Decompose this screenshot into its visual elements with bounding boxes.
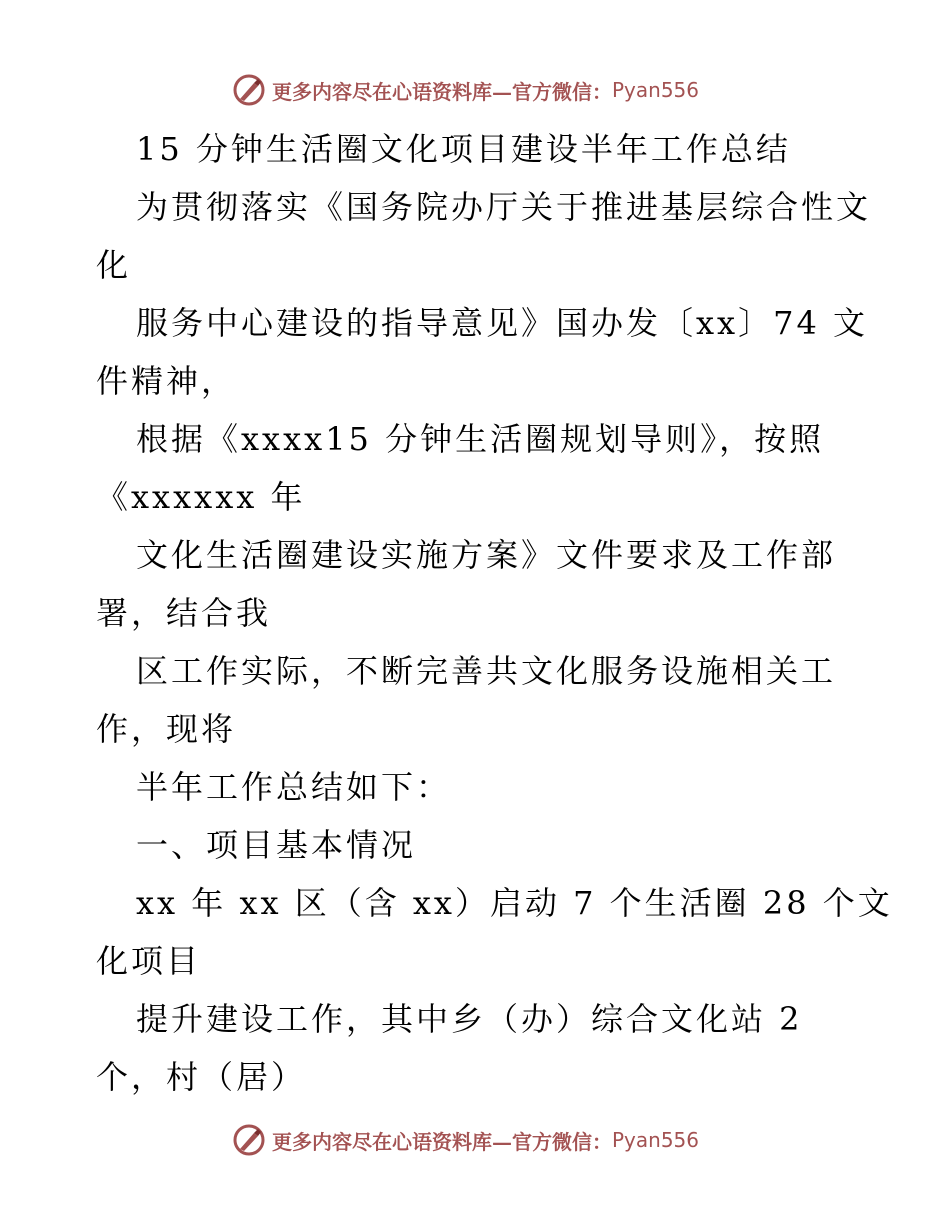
text-line: 《xxxxxx 年 <box>96 478 306 516</box>
footer-watermark <box>232 1120 699 1160</box>
text-line: 区工作实际，不断完善共文化服务设施相关工 <box>136 652 837 690</box>
text-line: 化 <box>96 246 132 284</box>
text-line: 化项目 <box>96 942 202 980</box>
text-line: 为贯彻落实《国务院办厅关于推进基层综合性文 <box>136 188 872 226</box>
text-line: 根据《xxxx15 分钟生活圈规划导则》，按照 <box>136 420 825 458</box>
document-title: 15 分钟生活圈文化项目建设半年工作总结 <box>136 130 791 168</box>
header-watermark <box>232 70 699 110</box>
pen-logo-icon <box>232 1123 266 1157</box>
text-line: xx 年 xx 区（含 xx）启动 7 个生活圈 28 个文 <box>136 884 893 922</box>
text-line: 作，现将 <box>96 710 237 748</box>
text-line: 文化生活圈建设实施方案》文件要求及工作部 <box>136 536 837 574</box>
text-line: 服务中心建设的指导意见》国办发〔xx〕74 文 <box>136 304 868 342</box>
pen-logo-icon <box>232 73 266 107</box>
watermark-wechat-id: Pyan556 <box>612 1128 700 1152</box>
text-line: 个，村（居） <box>96 1058 307 1096</box>
text-line: 署，结合我 <box>96 594 272 632</box>
watermark-text: 更多内容尽在心语资料库—官方微信： <box>272 1129 612 1154</box>
watermark-wechat-id: Pyan556 <box>612 78 700 102</box>
text-line: 件精神， <box>96 362 237 400</box>
watermark-text: 更多内容尽在心语资料库—官方微信： <box>272 79 612 104</box>
text-line: 提升建设工作，其中乡（办）综合文化站 2 <box>136 1000 803 1038</box>
text-line: 半年工作总结如下： <box>136 768 452 806</box>
section-heading: 一、项目基本情况 <box>136 826 417 864</box>
document-body <box>96 120 893 1106</box>
